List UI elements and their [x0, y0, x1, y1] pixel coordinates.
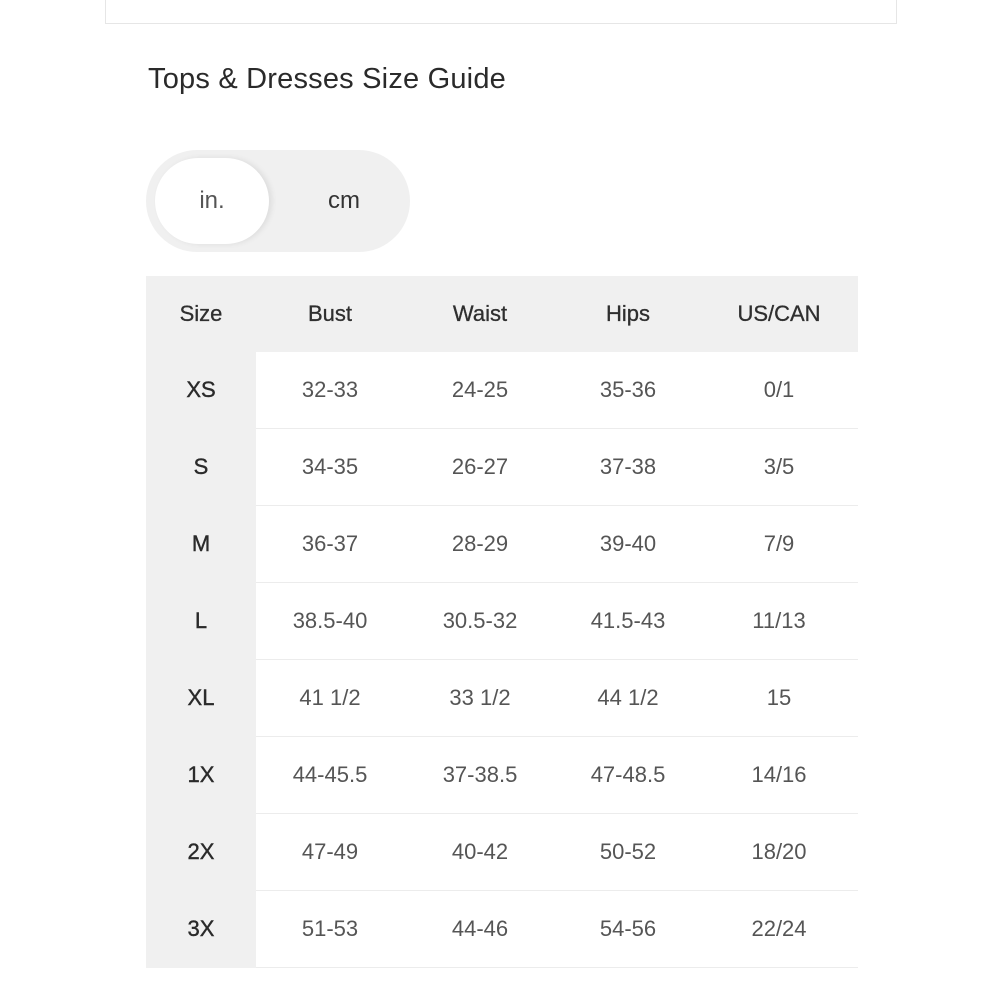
table-row: [146, 891, 858, 968]
unit-toggle: [146, 150, 410, 252]
waist-cell: 40-42: [404, 814, 556, 891]
us-can-cell: 11/13: [700, 583, 858, 660]
bust-cell: 34-35: [256, 429, 404, 506]
hips-cell: 44 1/2: [556, 660, 700, 737]
size-label: 1X: [146, 737, 256, 814]
bust-cell: 51-53: [256, 891, 404, 968]
table-row: [146, 506, 858, 583]
waist-cell: 37-38.5: [404, 737, 556, 814]
size-label: 3X: [146, 891, 256, 968]
waist-cell: 44-46: [404, 891, 556, 968]
waist-cell: 30.5-32: [404, 583, 556, 660]
size-label: XL: [146, 660, 256, 737]
size-label: XS: [146, 352, 256, 429]
unit-option-inches[interactable]: in.: [155, 158, 269, 244]
us-can-cell: 14/16: [700, 737, 858, 814]
page-title: Tops & Dresses Size Guide: [148, 63, 506, 95]
hips-cell: 35-36: [556, 352, 700, 429]
size-chart-table: [146, 276, 858, 968]
size-label: M: [146, 506, 256, 583]
us-can-cell: 3/5: [700, 429, 858, 506]
waist-cell: 28-29: [404, 506, 556, 583]
bust-cell: 44-45.5: [256, 737, 404, 814]
column-header-hips: Hips: [556, 276, 700, 352]
column-header-waist: Waist: [404, 276, 556, 352]
us-can-cell: 0/1: [700, 352, 858, 429]
column-header-us-can: US/CAN: [700, 276, 858, 352]
us-can-cell: 7/9: [700, 506, 858, 583]
hips-cell: 39-40: [556, 506, 700, 583]
table-row: [146, 737, 858, 814]
table-row: [146, 429, 858, 506]
hips-cell: 47-48.5: [556, 737, 700, 814]
hips-cell: 37-38: [556, 429, 700, 506]
size-label: S: [146, 429, 256, 506]
waist-cell: 24-25: [404, 352, 556, 429]
column-header-bust: Bust: [256, 276, 404, 352]
us-can-cell: 15: [700, 660, 858, 737]
bust-cell: 41 1/2: [256, 660, 404, 737]
size-label: 2X: [146, 814, 256, 891]
us-can-cell: 18/20: [700, 814, 858, 891]
bust-cell: 38.5-40: [256, 583, 404, 660]
us-can-cell: 22/24: [700, 891, 858, 968]
bust-cell: 36-37: [256, 506, 404, 583]
table-row: [146, 814, 858, 891]
hips-cell: 54-56: [556, 891, 700, 968]
waist-cell: 26-27: [404, 429, 556, 506]
waist-cell: 33 1/2: [404, 660, 556, 737]
previous-section-card: [105, 0, 897, 24]
table-row: [146, 583, 858, 660]
table-header-row: [146, 276, 858, 352]
hips-cell: 41.5-43: [556, 583, 700, 660]
table-row: [146, 660, 858, 737]
size-label: L: [146, 583, 256, 660]
bust-cell: 32-33: [256, 352, 404, 429]
hips-cell: 50-52: [556, 814, 700, 891]
bust-cell: 47-49: [256, 814, 404, 891]
unit-option-centimeters[interactable]: cm: [328, 187, 360, 214]
table-row: [146, 352, 858, 429]
column-header-size: Size: [146, 276, 256, 352]
